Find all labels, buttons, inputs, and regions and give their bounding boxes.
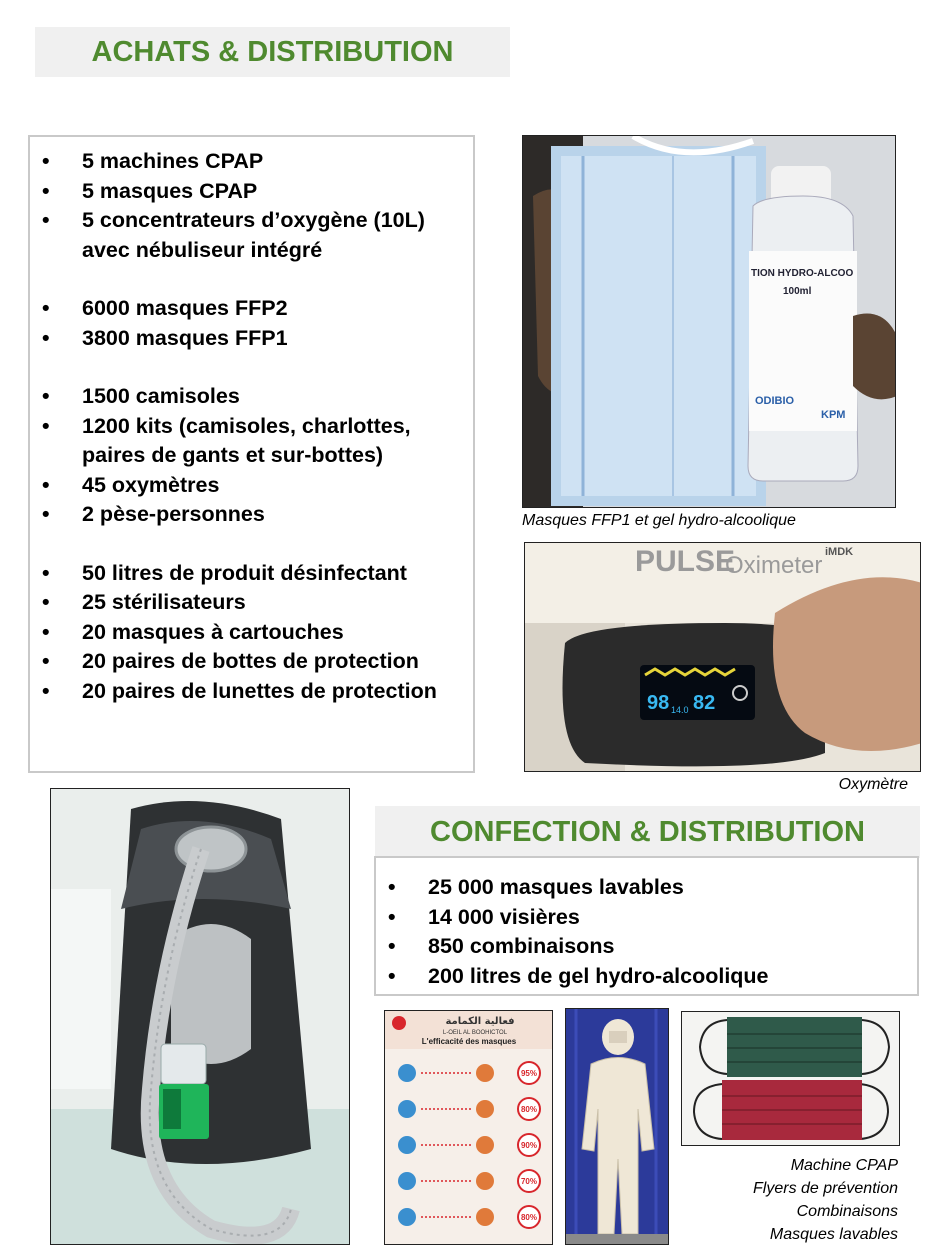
list-item: • 25 stérilisateurs [30,588,473,618]
flyer-face-icon [476,1172,494,1190]
flyer-face-icon [476,1100,494,1118]
caption-line: Combinaisons [796,1203,898,1220]
list-item: • 20 masques à cartouches [30,618,473,648]
caption-masks-gel: Masques FFP1 et gel hydro-alcoolique [522,512,796,529]
list-item: • 3800 masques FFP1 [30,324,473,354]
surgical-masks-stack [551,136,766,506]
flyer-face-icon [476,1064,494,1082]
confection-title: CONFECTION & DISTRIBUTION [375,806,920,858]
flyer-percent-label: 80% [520,1105,538,1114]
svg-text:KPM: KPM [821,409,846,421]
flyer-face-icon [398,1136,416,1154]
list-item: • 1200 kits (camisoles, charlottes, paires de gants et sur-bottes) [30,412,473,471]
flyer-percent-label: 95% [520,1069,538,1078]
photo-masques-lavables [681,1011,900,1146]
photo-oximeter [524,542,921,772]
flyer-face-icon [398,1064,416,1082]
caption-line: Masques lavables [769,1226,898,1243]
photo-masks-gel [522,135,896,508]
confection-list [376,873,917,991]
list-item: • 50 litres de produit désinfectant [30,559,473,589]
list-item: • 25 000 masques lavables [376,873,917,903]
svg-text:Oximeter: Oximeter [725,552,823,579]
svg-text:L-OEIL AL BOOHICTOL: L-OEIL AL BOOHICTOL [442,1030,508,1036]
list-item: • 14 000 visières [376,903,917,933]
caption-bottom-right [753,1154,898,1246]
list-item: • 2 pèse-personnes [30,500,473,530]
flyer-face-icon [476,1208,494,1226]
list-item: • 6000 masques FFP2 [30,294,473,324]
svg-text:فعالية الكمامة: فعالية الكمامة [445,1016,515,1027]
photo-combinaison [565,1008,669,1245]
svg-text:L'efficacité des masques: L'efficacité des masques [421,1037,517,1046]
svg-text:TION HYDRO-ALCOO: TION HYDRO-ALCOO [751,268,854,279]
list-item: • 5 concentrateurs d’oxygène (10L) avec nébuliseur intégré [30,206,473,265]
list-item: • 20 paires de bottes de protection [30,647,473,677]
svg-text:14.0: 14.0 [671,705,689,715]
caption-oximeter: Oxymètre [838,776,908,793]
list-item: • 20 paires de lunettes de protection [30,677,473,707]
caption-line: Machine CPAP [790,1157,898,1174]
list-item: • 850 combinaisons [376,932,917,962]
achats-list-box [28,135,475,773]
photo-prevention-flyer [384,1010,553,1245]
flyer-percent-label: 70% [520,1177,538,1186]
achats-title: ACHATS & DISTRIBUTION [35,27,510,77]
list-item: • 45 oxymètres [30,471,473,501]
list-item: • 5 machines CPAP [30,147,473,177]
flyer-face-icon [398,1208,416,1226]
list-item: • 200 litres de gel hydro-alcoolique [376,962,917,992]
photo-cpap-machine [50,788,350,1245]
svg-text:ODIBIO: ODIBIO [755,395,795,407]
flyer-face-icon [398,1100,416,1118]
flyer-percent-label: 90% [520,1141,538,1150]
hand-sanitizer-bottle [748,166,858,481]
flyer-face-icon [476,1136,494,1154]
list-item: • 1500 camisoles [30,382,473,412]
svg-text:82: 82 [693,692,716,714]
svg-text:PULSE: PULSE [635,545,736,578]
caption-line: Flyers de prévention [753,1180,898,1197]
svg-text:iMDK: iMDK [825,546,854,558]
svg-text:98: 98 [647,692,670,714]
list-item: • 5 masques CPAP [30,177,473,207]
svg-text:100ml: 100ml [783,286,812,297]
confection-list-box [374,856,919,996]
flyer-percent-label: 80% [520,1213,538,1222]
achats-list [30,147,473,706]
flyer-face-icon [398,1172,416,1190]
